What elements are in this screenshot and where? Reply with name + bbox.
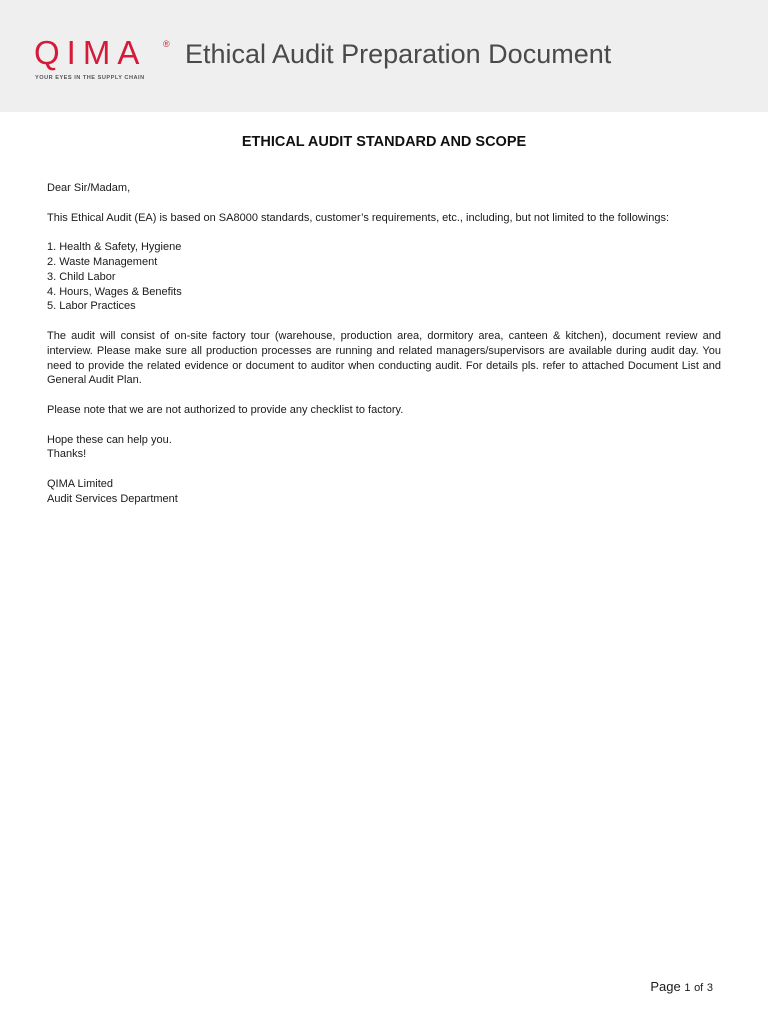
- signature-company: QIMA Limited: [47, 477, 114, 490]
- greeting: Dear Sir/Madam,: [47, 182, 131, 194]
- page-footer: [650, 978, 713, 997]
- scope-item: 1. Health & Safety, Hygiene: [47, 241, 182, 254]
- closing-thanks: Thanks!: [47, 448, 87, 461]
- intro-text: This Ethical Audit (EA) is based on SA8000 standards, customer’s requirements, etc., including, but not limited to the followings:: [47, 211, 670, 224]
- audit-paragraph: The audit will consist of on-site factory tour (warehouse, production area, dormitory area, canteen & kitchen), document review and interview. Please make sure all production processes are running and related managers/supervisors are available during audit day. You need to provide the related evidence or document to auditor when conducting audit. For details pls. refer to attached Document List and General Audit Plan.: [47, 329, 721, 387]
- closing-line: Hope these can help you.: [47, 433, 172, 446]
- scope-item: 5. Labor Practices: [47, 300, 136, 313]
- page-total: 3: [706, 982, 713, 994]
- scope-item: 2. Waste Management: [47, 255, 158, 268]
- qima-logo: [34, 36, 174, 86]
- section-title: ETHICAL AUDIT STANDARD AND SCOPE: [241, 134, 527, 150]
- logo-registered-mark: ®: [163, 39, 170, 49]
- page-header: [0, 0, 768, 112]
- scope-item: 4. Hours, Wages & Benefits: [47, 285, 182, 298]
- page-of-label: of: [694, 982, 704, 994]
- page-label: Page: [650, 979, 681, 994]
- scope-item: 3. Child Labor: [47, 270, 116, 283]
- signature-department: Audit Services Department: [47, 492, 178, 505]
- logo-wordmark: QIMA: [34, 34, 147, 71]
- document-title: Ethical Audit Preparation Document: [185, 39, 612, 69]
- letter-body: [47, 181, 721, 507]
- page-number: 1: [684, 982, 691, 994]
- logo-tagline: YOUR EYES IN THE SUPPLY CHAIN: [35, 75, 145, 81]
- checklist-note: Please note that we are not authorized to provide any checklist to factory.: [47, 403, 404, 416]
